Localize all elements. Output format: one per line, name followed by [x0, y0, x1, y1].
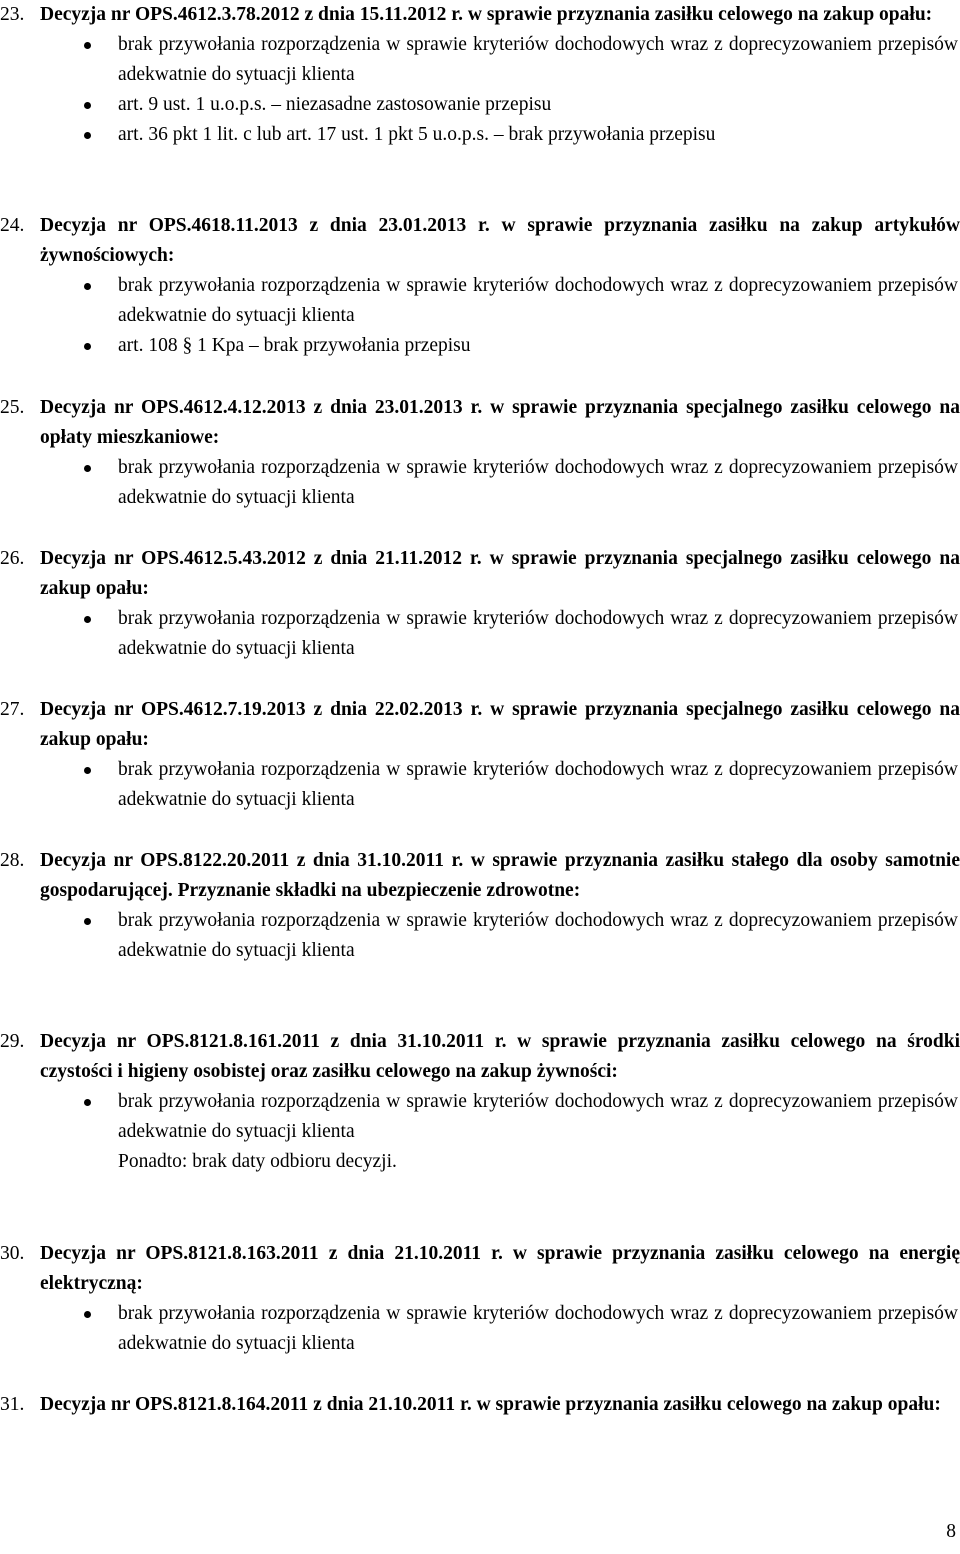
entry-title: Decyzja nr OPS.4612.5.43.2012 z dnia 21.11.2012 r. w sprawie przyznania specjalnego zasiłku celowego na zakup opału:: [40, 548, 960, 599]
issue-text: brak przywołania rozporządzenia w sprawie kryteriów dochodowych wraz z doprecyzowaniem przepisów adekwatnie do sytuacji klienta: [118, 1091, 958, 1142]
issue-item: [0, 906, 960, 966]
bullet-icon: [84, 102, 91, 109]
entry-heading: [0, 1390, 960, 1420]
issues-list: [0, 271, 960, 361]
decision-entry-30: [0, 1239, 960, 1359]
issue-text: brak przywołania rozporządzenia w sprawie kryteriów dochodowych wraz z doprecyzowaniem przepisów adekwatnie do sytuacji klienta: [118, 275, 958, 326]
issues-list: [0, 30, 960, 150]
issue-item: [0, 1087, 960, 1147]
entry-number: 25.: [0, 397, 25, 418]
bullet-icon: [84, 767, 91, 774]
issue-text: brak przywołania rozporządzenia w sprawie kryteriów dochodowych wraz z doprecyzowaniem przepisów adekwatnie do sytuacji klienta: [118, 1303, 958, 1354]
entry-number: 30.: [0, 1243, 25, 1264]
entry-heading: [0, 0, 960, 30]
issues-list: [0, 1299, 960, 1359]
decision-entry-29: [0, 1027, 960, 1177]
bullet-icon: [84, 42, 91, 49]
entry-title: Decyzja nr OPS.8121.8.164.2011 z dnia 21.10.2011 r. w sprawie przyznania zasiłku celowego na zakup opału:: [40, 1394, 941, 1415]
entry-title: Decyzja nr OPS.4612.7.19.2013 z dnia 22.02.2013 r. w sprawie przyznania specjalnego zasiłku celowego na zakup opału:: [40, 699, 960, 750]
issues-list: [0, 1087, 960, 1147]
entry-heading: [0, 846, 960, 906]
page-number: 8: [946, 1521, 956, 1542]
bullet-icon: [84, 465, 91, 472]
entry-heading: [0, 544, 960, 604]
entry-number: 24.: [0, 215, 25, 236]
decision-entry-25: [0, 393, 960, 513]
issues-list: [0, 755, 960, 815]
issue-item: [0, 755, 960, 815]
issue-text: brak przywołania rozporządzenia w sprawie kryteriów dochodowych wraz z doprecyzowaniem przepisów adekwatnie do sytuacji klienta: [118, 910, 958, 961]
issue-text: brak przywołania rozporządzenia w sprawie kryteriów dochodowych wraz z doprecyzowaniem przepisów adekwatnie do sytuacji klienta: [118, 759, 958, 810]
entry-number: 29.: [0, 1031, 25, 1052]
entry-title: Decyzja nr OPS.4612.4.12.2013 z dnia 23.01.2013 r. w sprawie przyznania specjalnego zasiłku celowego na opłaty mieszkaniowe:: [40, 397, 960, 448]
bullet-icon: [84, 918, 91, 925]
bullet-icon: [84, 283, 91, 290]
issue-text: art. 9 ust. 1 u.o.p.s. – niezasadne zastosowanie przepisu: [118, 94, 552, 115]
issue-item: [0, 453, 960, 513]
issue-item: [0, 30, 960, 90]
entry-note: Ponadto: brak daty odbioru decyzji.: [118, 1151, 397, 1172]
entry-number: 26.: [0, 548, 25, 569]
entry-heading: [0, 393, 960, 453]
issue-item: [0, 90, 960, 120]
decision-entry-24: [0, 211, 960, 361]
entry-title: Decyzja nr OPS.8121.8.163.2011 z dnia 21.10.2011 r. w sprawie przyznania zasiłku celowego na energię elektryczną:: [40, 1243, 960, 1294]
issue-item: [0, 271, 960, 331]
issue-text: art. 36 pkt 1 lit. c lub art. 17 ust. 1 pkt 5 u.o.p.s. – brak przywołania przepisu: [118, 124, 716, 145]
entry-heading: [0, 695, 960, 755]
bullet-icon: [84, 616, 91, 623]
issue-item: [0, 120, 960, 150]
entry-title: Decyzja nr OPS.4612.3.78.2012 z dnia 15.11.2012 r. w sprawie przyznania zasiłku celowego na zakup opału:: [40, 4, 933, 25]
issues-list: [0, 906, 960, 966]
bullet-icon: [84, 1311, 91, 1318]
entry-heading: [0, 211, 960, 271]
bullet-icon: [84, 132, 91, 139]
bullet-icon: [84, 343, 91, 350]
decision-entry-26: [0, 544, 960, 664]
decision-entry-31: [0, 1390, 960, 1420]
entry-title: Decyzja nr OPS.4618.11.2013 z dnia 23.01.2013 r. w sprawie przyznania zasiłku na zakup artykułów żywnościowych:: [40, 215, 960, 266]
issue-text: brak przywołania rozporządzenia w sprawie kryteriów dochodowych wraz z doprecyzowaniem przepisów adekwatnie do sytuacji klienta: [118, 457, 958, 508]
issues-list: [0, 453, 960, 513]
entry-heading: [0, 1239, 960, 1299]
entry-number: 28.: [0, 850, 25, 871]
decision-entry-28: [0, 846, 960, 966]
decision-entry-27: [0, 695, 960, 815]
entry-title: Decyzja nr OPS.8122.20.2011 z dnia 31.10.2011 r. w sprawie przyznania zasiłku stałego dla osoby samotnie gospodarującej. Przyznanie składki na ubezpieczenie zdrowotne:: [40, 850, 960, 901]
issue-item: [0, 331, 960, 361]
issues-list: [0, 604, 960, 664]
entry-number: 27.: [0, 699, 25, 720]
issue-item: [0, 604, 960, 664]
bullet-icon: [84, 1099, 91, 1106]
issue-text: art. 108 § 1 Kpa – brak przywołania przepisu: [118, 335, 471, 356]
issue-text: brak przywołania rozporządzenia w sprawie kryteriów dochodowych wraz z doprecyzowaniem przepisów adekwatnie do sytuacji klienta: [118, 608, 958, 659]
decision-entry-23: [0, 0, 960, 150]
issue-item: [0, 1299, 960, 1359]
entry-title: Decyzja nr OPS.8121.8.161.2011 z dnia 31.10.2011 r. w sprawie przyznania zasiłku celowego na środki czystości i higieny osobistej oraz zasiłku celowego na zakup żywności:: [40, 1031, 960, 1082]
entry-number: 31.: [0, 1394, 25, 1415]
entry-number: 23.: [0, 4, 25, 25]
issue-text: brak przywołania rozporządzenia w sprawie kryteriów dochodowych wraz z doprecyzowaniem przepisów adekwatnie do sytuacji klienta: [118, 34, 958, 85]
entry-heading: [0, 1027, 960, 1087]
